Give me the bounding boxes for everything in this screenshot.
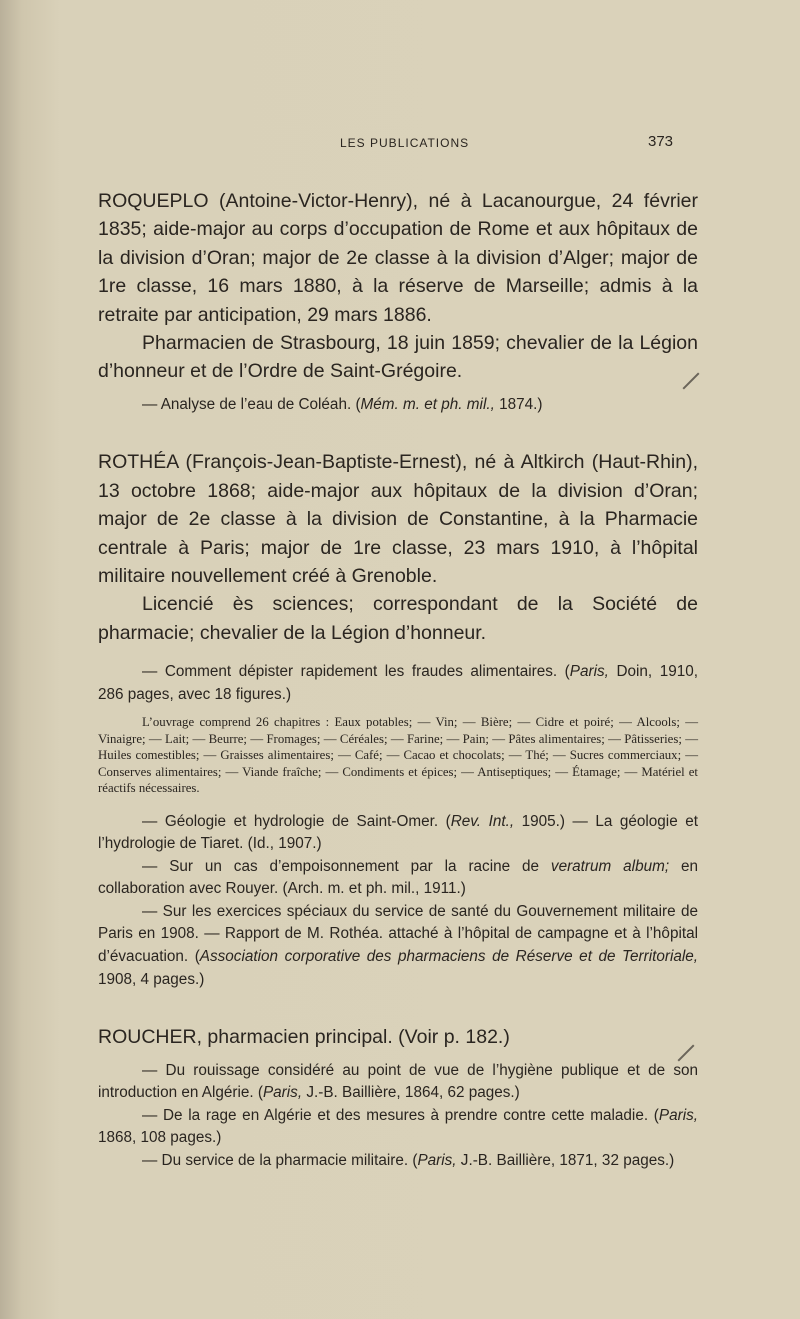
running-head: LES PUBLICATIONS: [340, 136, 470, 150]
entry-titles: Pharmacien de Strasbourg, 18 juin 1859; chevalier de la Légion d’honneur et de l’Ordre de Saint-Grégoire.: [98, 332, 698, 383]
publication-item: — Analyse de l’eau de Coléah. (Mém. m. et ph. mil., 1874.): [142, 395, 543, 413]
entry-roucher: [98, 1023, 698, 1172]
publication-item: — De la rage en Algérie et des mesures à prendre contre cette maladie. (Paris, 1868, 108 pages.): [98, 1106, 698, 1147]
publication-item: — Sur un cas d’empoisonnement par la racine de veratrum album; en collaboration avec Rouyer. (Arch. m. et ph. mil., 1911.): [98, 857, 699, 898]
publication-item: — Sur les exercices spéciaux du service de santé du Gouvernement militaire de Paris en 1908. — Rapport de M. Rothéa. attaché à l’hôpital de campagne et à l’hôpital d’évacuation. (Association corporative des pharmaciens de Réserve et de Territoriale, 1908, 4 pages.): [98, 902, 698, 988]
entry-biography: ROTHÉA (François-Jean-Baptiste-Ernest), né à Altkirch (Haut-Rhin), 13 octobre 1868; aide-major aux hôpitaux de la division d’Oran; major de 2e classe à la division de Constantine, à la Pharmacie centrale à Paris; major de 1re classe, 23 mars 1910, à l’hôpital militaire nouvellement créé à Grenoble.: [98, 451, 698, 588]
publication-note: L’ouvrage comprend 26 chapitres : Eaux potables; — Vin; — Bière; — Cidre et poiré; — Alcools; — Vinaigre; — Lait; — Beurre; — Fromages; — Céréales; — Farine; — Pain; — Pâtes alimentaires; — Pâtisseries; — Huiles comestibles; — Graisses alimentaires; — Café; — Cacao et chocolats; — Thé; — Sucres commerciaux; — Conserves alimentaires; — Viande fraîche; — Condiments et épices; — Antiseptiques; — Étamage; — Matériel et réactifs nécessaires.: [98, 715, 698, 796]
publication-item: — Géologie et hydrologie de Saint-Omer. (Rev. Int., 1905.) — La géologie et l’hydrologie de Tiaret. (Id., 1907.): [98, 812, 698, 853]
entry-biography: ROQUEPLO (Antoine-Victor-Henry), né à Lacanourgue, 24 février 1835; aide-major au corps d’occupation de Rome et aux hôpitaux de la division d’Oran; major de 2e classe à la division d’Alger; major de 1re classe, 16 mars 1880, à la réserve de Marseille; admis à la retraite par anticipation, 29 mars 1886.: [98, 190, 698, 326]
page-number: 373: [648, 133, 674, 150]
publication-item: — Du rouissage considéré au point de vue de l’hygiène publique et de son introduction en Algérie. (Paris, J.-B. Baillière, 1864, 62 pages.): [98, 1061, 698, 1102]
entry-titles: Licencié ès sciences; correspondant de la Société de pharmacie; chevalier de la Légion d’honneur.: [98, 593, 698, 644]
entry-roqueplo: [98, 187, 698, 416]
entry-rothea: [98, 448, 698, 991]
entry-biography: ROUCHER, pharmacien principal. (Voir p. 182.): [98, 1026, 510, 1049]
publication-item: — Du service de la pharmacie militaire. (Paris, J.-B. Baillière, 1871, 32 pages.): [142, 1152, 675, 1170]
publication-item: — Comment dépister rapidement les fraudes alimentaires. (Paris, Doin, 1910, 286 pages, avec 18 figures.): [98, 663, 698, 703]
page-header: [0, 133, 800, 160]
page-body: [98, 187, 698, 1173]
